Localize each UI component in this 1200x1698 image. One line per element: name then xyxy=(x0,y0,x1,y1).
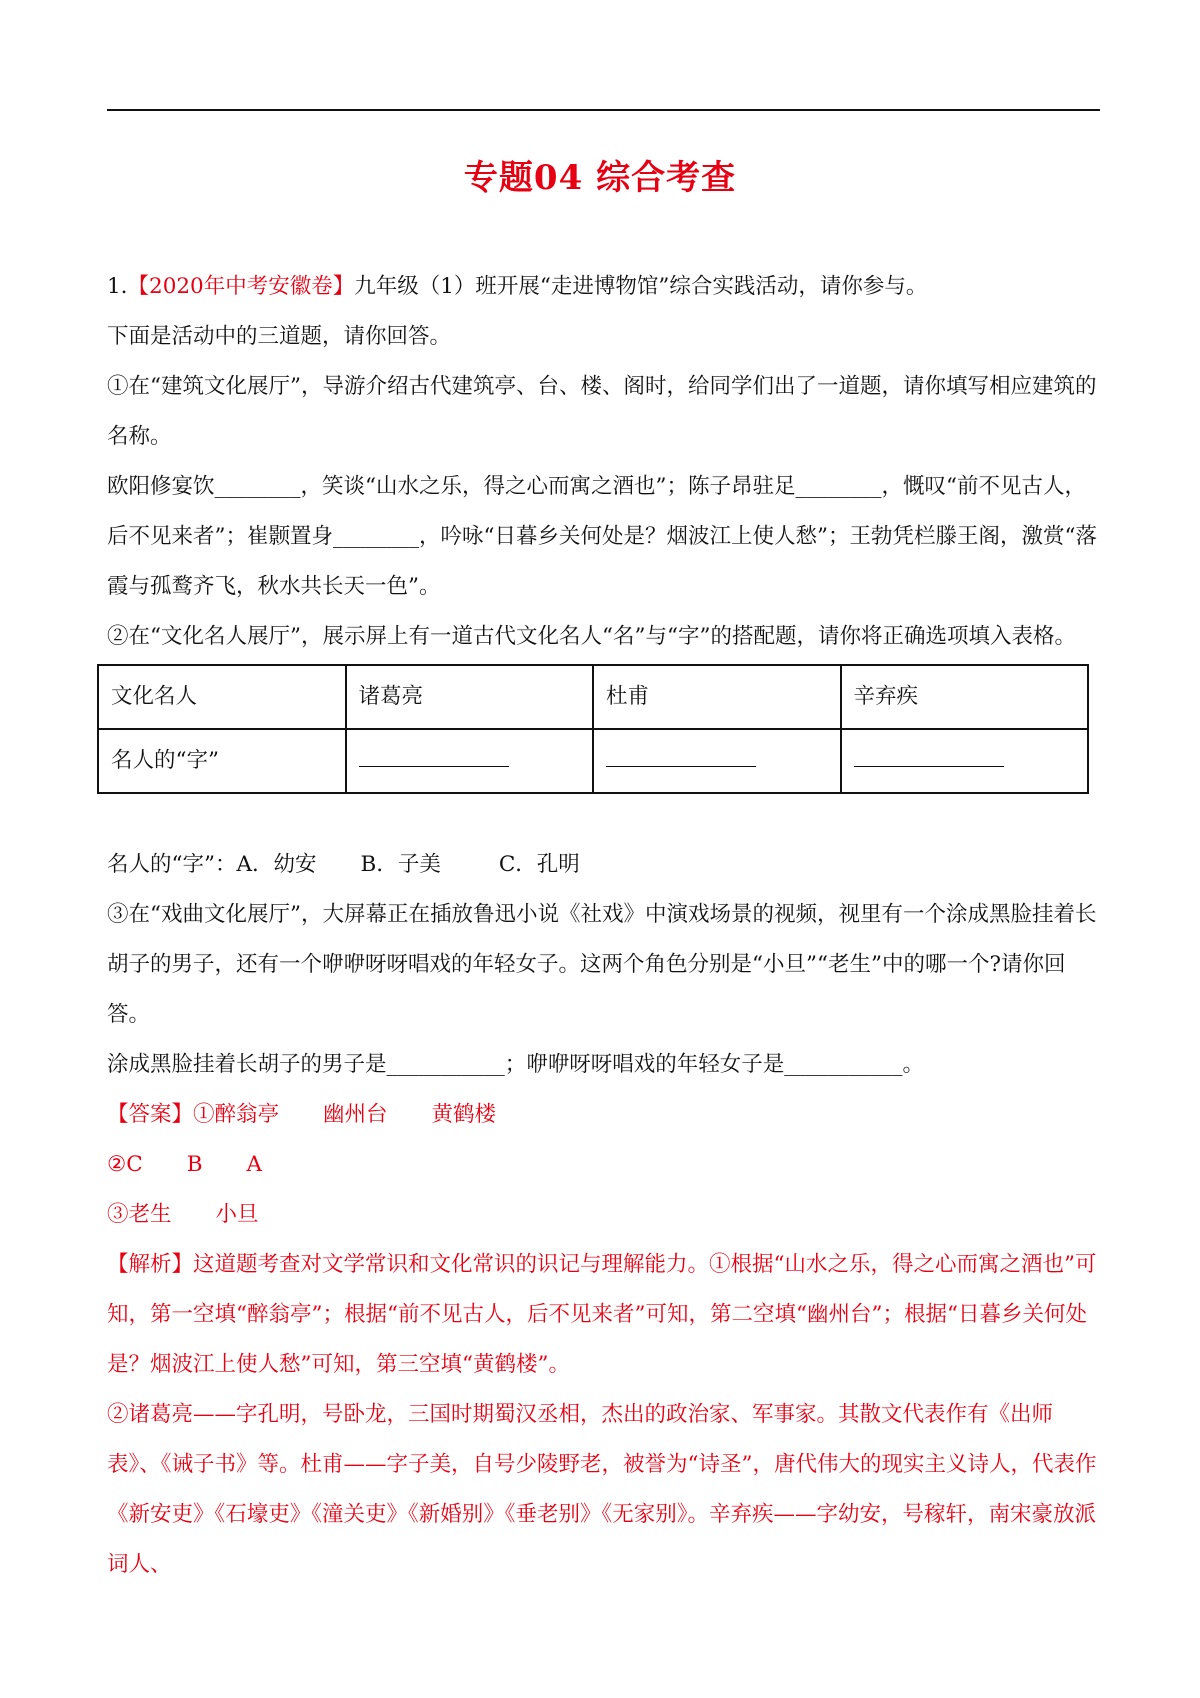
options-label: 名人的“字”： xyxy=(107,852,237,877)
option-a: A．幼安 xyxy=(236,852,317,877)
answer-3b: 小旦 xyxy=(215,1202,259,1227)
table-cell: 杜甫 xyxy=(593,665,841,729)
header-rule xyxy=(107,109,1100,111)
table-row xyxy=(98,729,1088,793)
name-style-table xyxy=(97,664,1089,794)
table-row xyxy=(98,665,1088,729)
table-cell: 名人的“字” xyxy=(98,729,346,793)
table-cell-blank xyxy=(841,729,1089,793)
answer-line-3 xyxy=(107,1190,1097,1240)
answer-2a: ②C xyxy=(107,1152,143,1177)
table-cell: 辛弃疾 xyxy=(841,665,1089,729)
answer-blank xyxy=(854,748,1004,767)
option-b: B．子美 xyxy=(360,852,441,877)
answer-1c: 黄鹤楼 xyxy=(431,1102,497,1127)
part-1-prompt: ①在“建筑文化展厅”，导游介绍古代建筑亭、台、楼、阁时，给同学们出了一道题，请你填写相应建筑的名称。 xyxy=(107,374,1097,449)
table-cell: 诸葛亮 xyxy=(346,665,594,729)
table-cell: 文化名人 xyxy=(98,665,346,729)
part-2-prompt: ②在“文化名人展厅”，展示屏上有一道古代文化名人“名”与“字”的搭配题，请你将正确选项填入表格。 xyxy=(107,624,1076,649)
part-3-text: 涂成黑脸挂着长胡子的男子是___________；咿咿呀呀唱戏的年轻女子是___________。 xyxy=(107,1052,925,1077)
answer-1b: 幽州台 xyxy=(323,1102,388,1127)
question-intro-text: 九年级（1）班开展“走进博物馆”综合实践活动，请你参与。 xyxy=(354,274,928,299)
question-line-2: 下面是活动中的三道题，请你回答。 xyxy=(107,324,452,349)
analysis-label: 【解析】 xyxy=(107,1252,194,1277)
answer-line-2 xyxy=(107,1140,1097,1190)
question-1-intro xyxy=(107,262,1097,312)
document-body xyxy=(107,262,1097,1590)
option-c: C．孔明 xyxy=(498,852,580,877)
answer-2b: B xyxy=(186,1152,203,1177)
table-cell-blank xyxy=(593,729,841,793)
question-number: 1. xyxy=(107,274,128,299)
answer-blank xyxy=(606,748,756,767)
analysis-paragraph-2: ②诸葛亮——字孔明，号卧龙，三国时期蜀汉丞相，杰出的政治家、军事家。其散文代表作有《出师表》、《诫子书》等。杜甫——字子美，自号少陵野老，被誉为“诗圣”，唐代伟大的现实主义诗人，代表作《新安吏》《石壕吏》《潼关吏》《新婚别》《垂老别》《无家别》。辛弃疾——字幼安，号稼轩，南宋豪放派词人、 xyxy=(107,1402,1097,1577)
analysis-text-1: 这道题考查对文学常识和文化常识的识记与理解能力。①根据“山水之乐，得之心而寓之酒也”可知，第一空填“醉翁亭”；根据“前不见古人，后不见来者”可知，第二空填“幽州台”；根据“日暮乡关何处是？烟波江上使人愁”可知，第三空填“黄鹤楼”。 xyxy=(107,1252,1097,1377)
options-line xyxy=(107,840,1097,890)
part-1-text: 欧阳修宴饮________，笑谈“山水之乐，得之心而寓之酒也”；陈子昂驻足________，慨叹“前不见古人，后不见来者”；崔颢置身________，吟咏“日暮乡关何处是？烟波江上使人愁”；王勃凭栏滕王阁，激赏“落霞与孤鹜齐飞，秋水共长天一色”。 xyxy=(107,474,1097,599)
answer-3a: ③老生 xyxy=(107,1202,172,1227)
question-source: 【2020年中考安徽卷】 xyxy=(127,274,355,299)
answer-blank xyxy=(359,748,509,767)
part-3-prompt: ③在“戏曲文化展厅”，大屏幕正在插放鲁迅小说《社戏》中演戏场景的视频，视里有一个涂成黑脸挂着长胡子的男子，还有一个咿咿呀呀唱戏的年轻女子。这两个角色分别是“小旦”“老生”中的哪一个?请你回答。 xyxy=(107,902,1097,1027)
answer-1a: ①醉翁亭 xyxy=(193,1102,280,1127)
answer-label: 【答案】 xyxy=(107,1102,194,1127)
table-cell-blank xyxy=(346,729,594,793)
answer-2c: A xyxy=(246,1152,263,1177)
answer-line-1 xyxy=(107,1090,1097,1140)
analysis-paragraph-1 xyxy=(107,1240,1097,1390)
page-title: 专题04 综合考查 xyxy=(463,158,737,198)
